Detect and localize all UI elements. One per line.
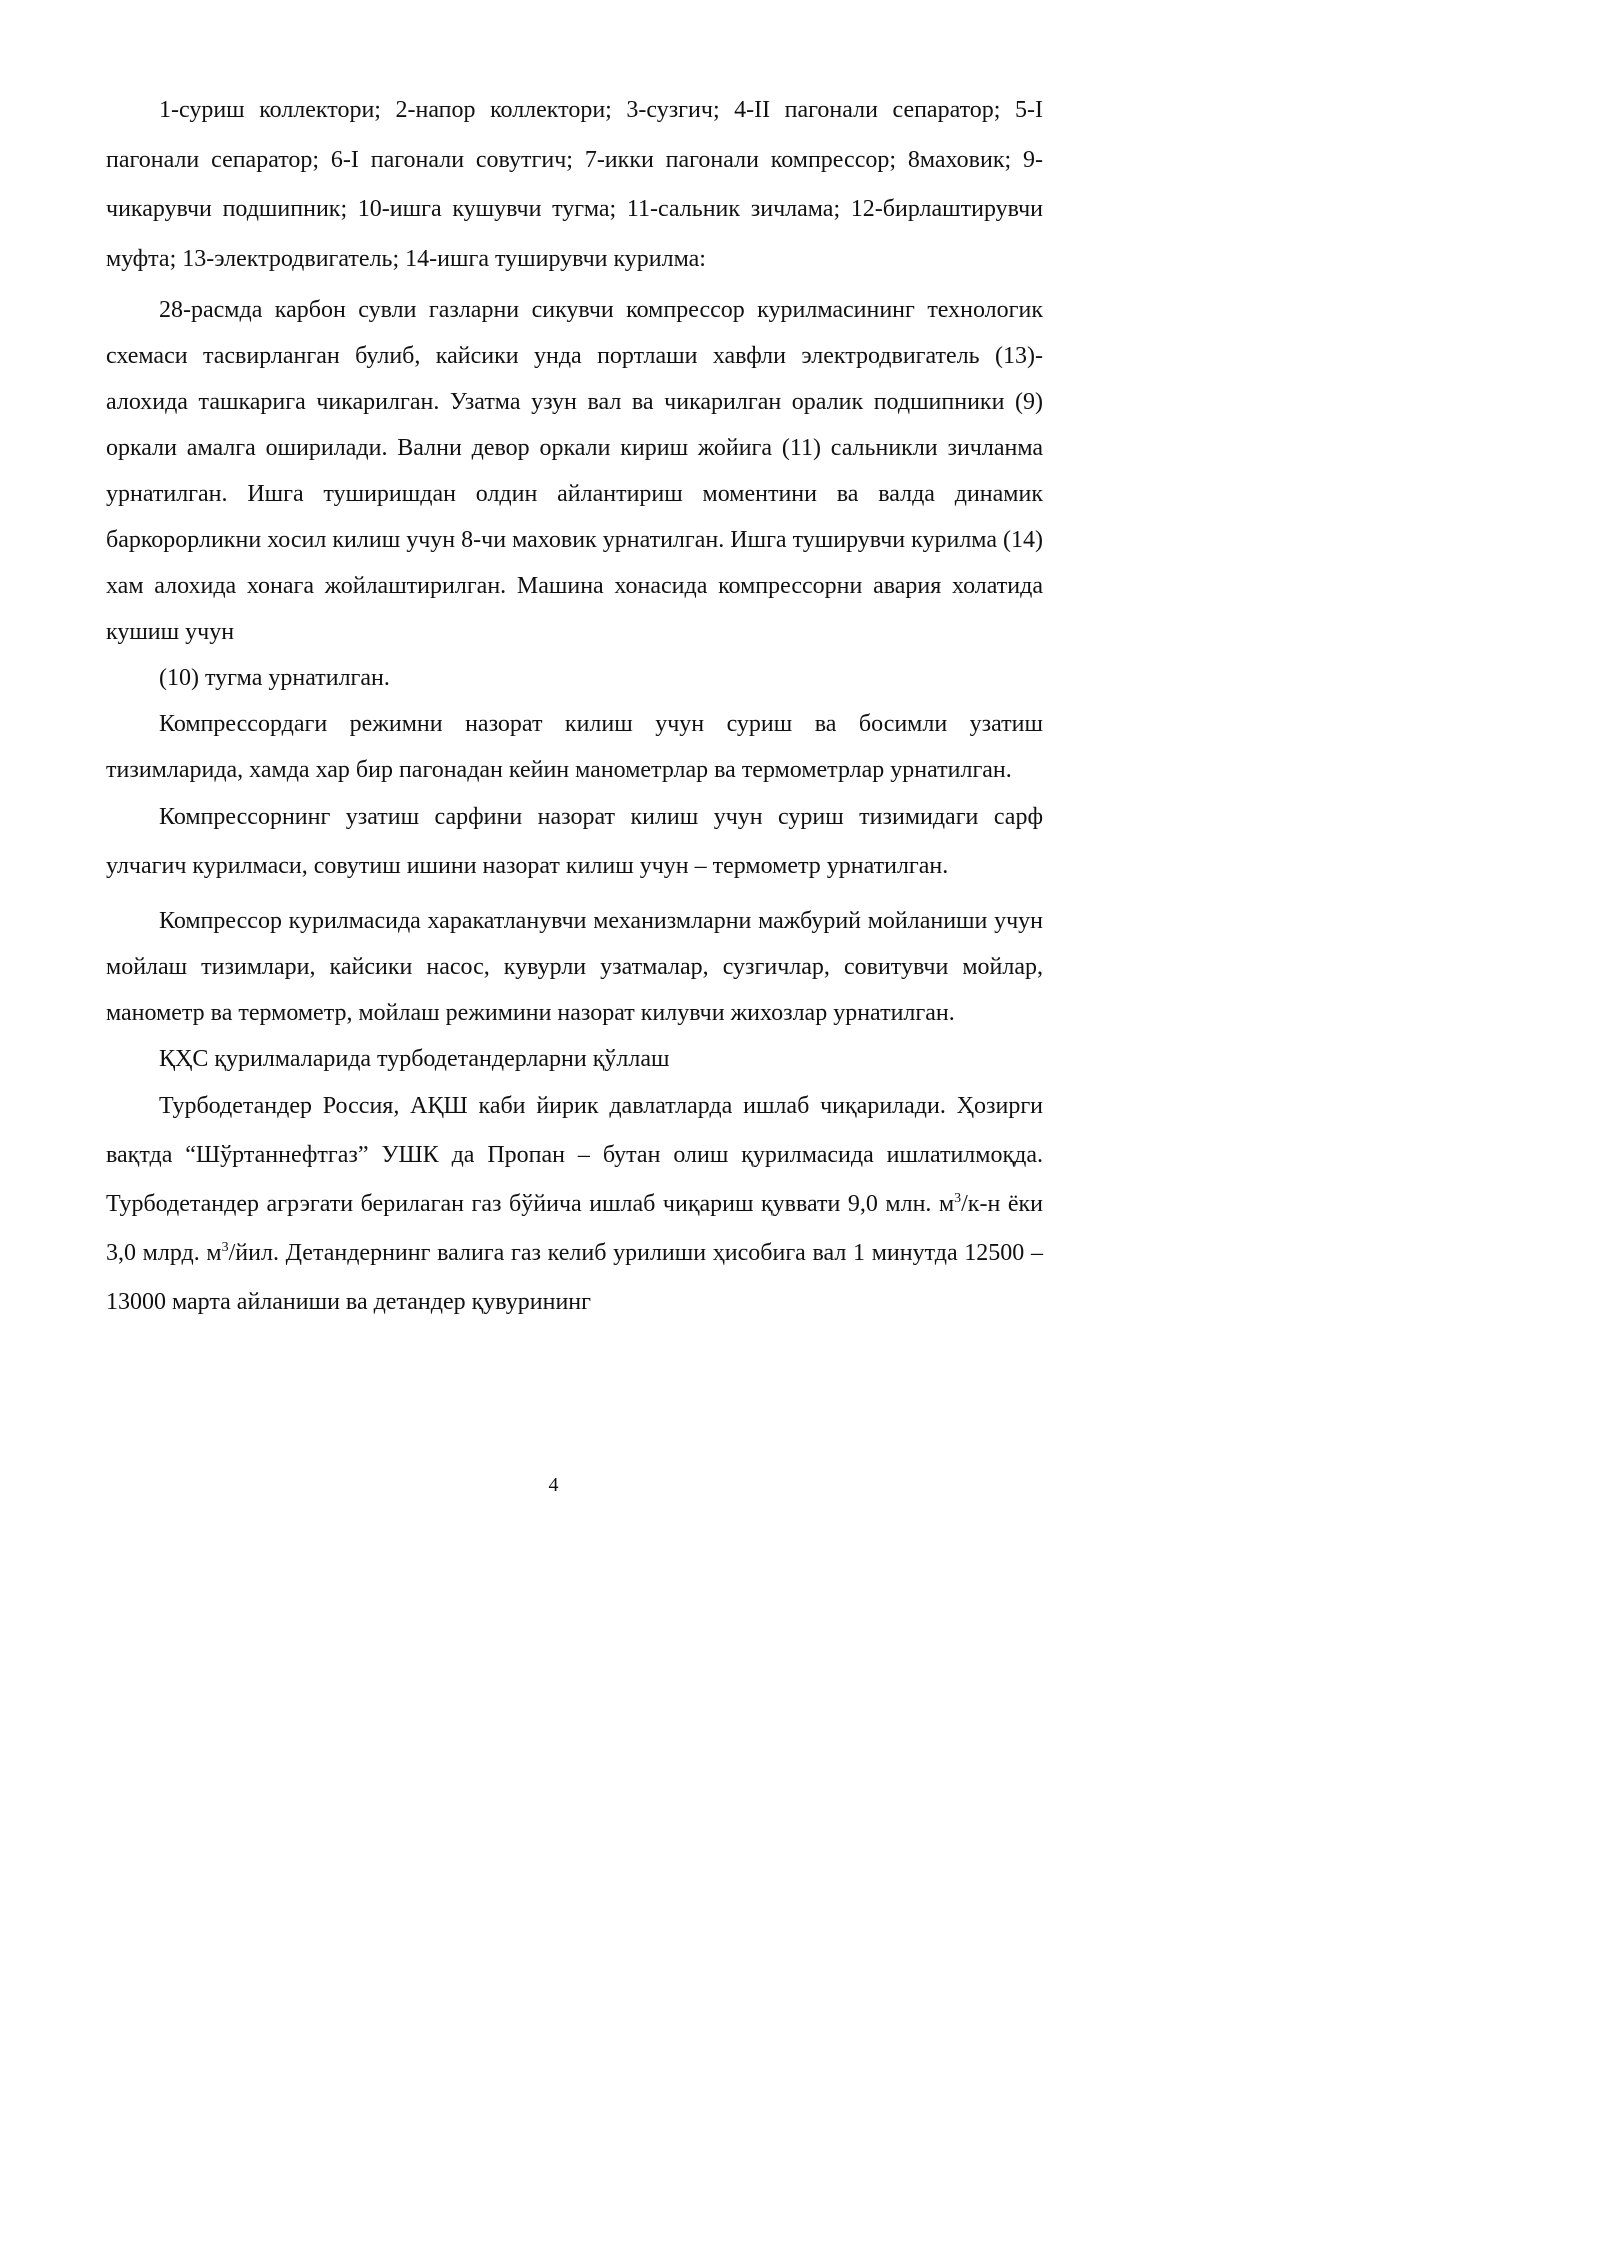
- body-paragraph-turbodetander: [106, 1082, 1043, 1327]
- document-page: [106, 86, 1043, 1327]
- figure-legend-paragraph: 1-суриш коллектори; 2-напор коллектори; 3-сузгич; 4-II пагонали сепаратор; 5-I пагонали сепаратор; 6-I пагонали совутгич; 7-икки пагонали компрессор; 8маховик; 9-чикарувчи подшипник; 10-ишга кушувчи тугма; 11-сальник зичлама; 12-бирлаштирувчи муфта; 13-электродвигатель; 14-ишга туширувчи курилма:: [106, 97, 1043, 272]
- body-paragraph-compressor-scheme: 28-расмда карбон сувли газларни сикувчи компрессор курилмасининг технологик схемаси тасвирланган булиб, кайсики унда портлаши хавфли электродвигатель (13)-алохида ташкарига чикарилган. Узатма узун вал ва чикарилган оралик подшипники (9) оркали амалга оширилади. Вални девор оркали кириш жойига (11) сальникли зичланма урнатилган. Ишга туширишдан олдин айлантириш моментини ва валда динамик баркорорликни хосил килиш учун 8-чи маховик урнатилган. Ишга туширувчи курилма (14) хам алохида хонага жойлаштирилган. Машина хонасида компрессорни авария холатида кушиш учун: [106, 297, 1043, 645]
- cubic-superscript-2: 3: [221, 1240, 229, 1255]
- section-heading: ҚҲС қурилмаларида турбодетандерларни қўллаш: [159, 1046, 670, 1072]
- turbodetander-text-part2: /к-н ёки 3,0 млрд. м: [106, 1191, 1043, 1266]
- body-paragraph-button: (10) тугма урнатилган.: [159, 665, 390, 691]
- turbodetander-text-part1: Турбодетандер Россия, АҚШ каби йирик давлатларда ишлаб чиқарилади. Ҳозирги вақтда “Шўртаннефтгаз” УШК да Пропан – бутан олиш қурилмасида ишлатилмоқда. Турбодетандер агрэгати берилаган газ бўйича ишлаб чиқариш қуввати 9,0 млн. м: [106, 1093, 1043, 1217]
- page-number: 4: [548, 1474, 559, 1496]
- body-paragraph-flow-meter: Компрессорнинг узатиш сарфини назорат килиш учун суриш тизимидаги сарф улчагич курилмаси, совутиш ишини назорат килиш учун – термометр урнатилган.: [106, 804, 1043, 879]
- body-paragraph-lubrication: Компрессор курилмасида харакатланувчи механизмларни мажбурий мойланиши учун мойлаш тизимлари, кайсики насос, кувурли узатмалар, сузгичлар, совитувчи мойлар, манометр ва термометр, мойлаш режимини назорат килувчи жихозлар урнатилган.: [106, 908, 1043, 1026]
- turbodetander-text-part3: /йил. Детандернинг валига газ келиб урилиши ҳисобига вал 1 минутда 12500 – 13000 марта айланиши ва детандер қувурининг: [106, 1240, 1043, 1315]
- cubic-superscript-1: 3: [954, 1191, 962, 1206]
- body-paragraph-manometers: Компрессордаги режимни назорат килиш учун суриш ва босимли узатиш тизимларида, хамда хар бир пагонадан кейин манометрлар ва термометрлар урнатилган.: [106, 711, 1043, 783]
